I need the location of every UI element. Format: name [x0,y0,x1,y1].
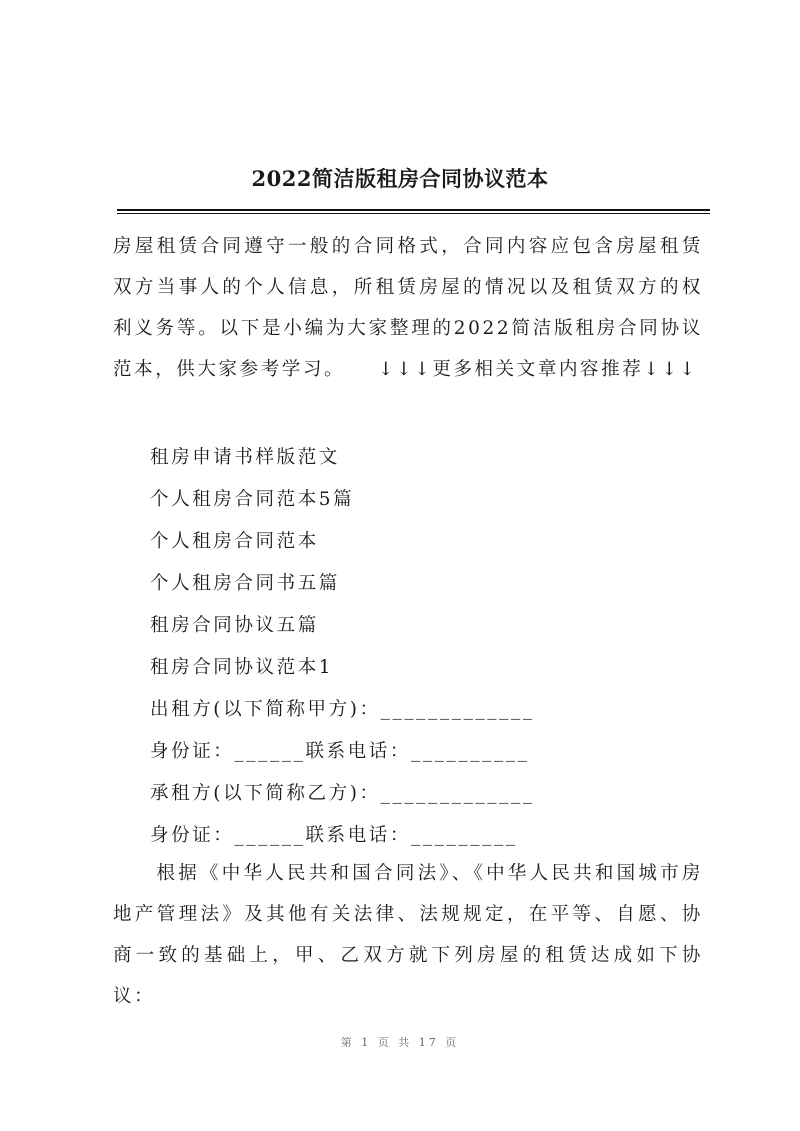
related-link-5[interactable]: 租房合同协议五篇 [150,615,319,636]
related-link-4[interactable]: 个人租房合同书五篇 [150,573,340,594]
party-a-line: 出租方(以下简称甲方)：_____________ [150,699,535,720]
section-heading: 租房合同协议范本1 [150,657,334,678]
related-link-2[interactable]: 个人租房合同范本5篇 [150,489,355,510]
page-number-footer: 第 1 页 共 17 页 [340,1036,460,1049]
party-b-id-line: 身份证：______联系电话：_________ [150,825,518,846]
legal-basis-paragraph: 根据《中华人民共和国合同法》、《中华人民共和国城市房地产管理法》及其他有关法律、法规规定，在平等、自愿、协商一致的基础上，甲、乙双方就下列房屋的租赁达成如下协议： [113,863,703,1007]
related-link-3[interactable]: 个人租房合同范本 [150,531,319,552]
related-link-1[interactable]: 租房申请书样版范文 [150,447,340,468]
party-b-line: 承租方(以下简称乙方)：_____________ [150,783,535,804]
intro-paragraph: 房屋租赁合同遵守一般的合同格式，合同内容应包含房屋租赁双方当事人的个人信息，所租赁房屋的情况以及租赁双方的权利义务等。以下是小编为大家整理的2022简洁版租房合同协议范本，供大家参考学习。 ↓↓↓更多相关文章内容推荐↓↓↓ [113,236,703,380]
title-divider [117,209,710,211]
party-a-id-line: 身份证：______联系电话：__________ [150,741,530,762]
document-title: 2022简洁版租房合同协议范本 [251,166,549,191]
